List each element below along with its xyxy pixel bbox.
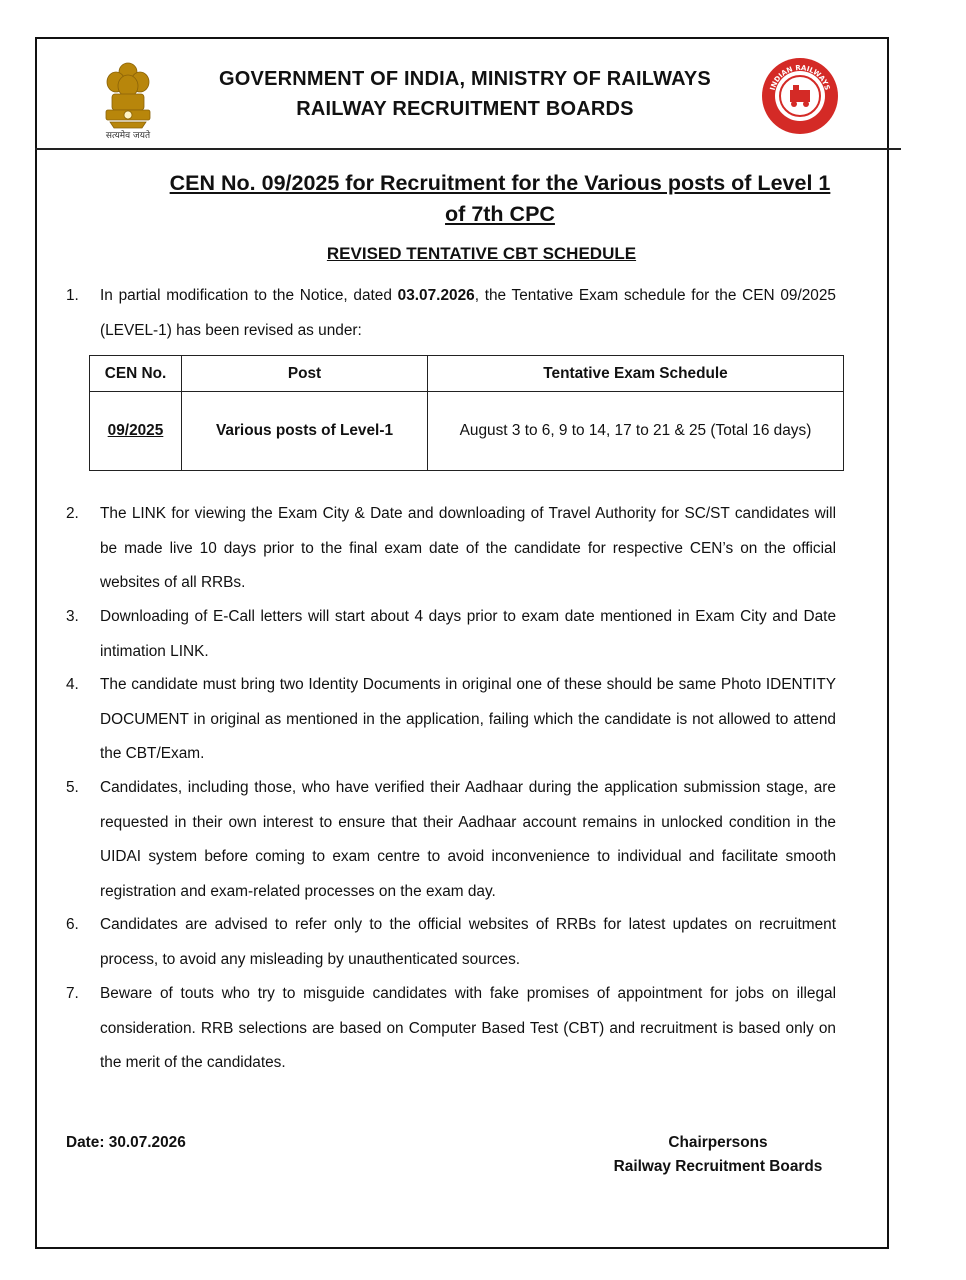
notice-title: CEN No. 09/2025 for Recruitment for the Various posts of Level 1 of 7th CPC — [169, 171, 831, 226]
signatory-organization: Railway Recruitment Boards — [613, 1158, 823, 1175]
header-post: Post — [182, 356, 428, 392]
header-cen-no: CEN No. — [90, 356, 182, 392]
list-item-1: 1. In partial modification to the Notice, dated 03.07.2026, the Tentative Exam schedule for the CEN 09/2025 (LEVEL-1) has been revised as under: — [66, 287, 836, 339]
emblem-motto: सत्यमेव जयते — [105, 131, 151, 141]
header-divider — [35, 148, 901, 150]
list-item-5: 5. Candidates, including those, who have verified their Aadhaar during the application submission stage, are requested in their own interest to ensure that their Aadhaar account remains in unlocked condition in the UIDAI system before coming to exam centre to avoid inconvenience to individual and facilitate smooth registration and exam-related processes on the exam day. — [66, 779, 836, 900]
board-title: RAILWAY RECRUITMENT BOARDS — [296, 98, 634, 120]
notice-date: Date: 30.07.2026 — [66, 1134, 186, 1151]
list-item-7: 7. Beware of touts who try to misguide candidates with fake promises of appointment for jobs on illegal consideration. RRB selections are based on Computer Based Test (CBT) and recruitment is based only on the merit of the candidates. — [66, 985, 836, 1071]
cell-schedule: August 3 to 6, 9 to 14, 17 to 21 & 25 (Total 16 days) — [428, 392, 844, 471]
table-row — [90, 392, 844, 471]
cell-cen-no: 09/2025 — [90, 392, 182, 471]
indian-railways-logo-icon — [760, 56, 840, 136]
table-header-row — [90, 356, 844, 392]
list-item-3: 3. Downloading of E-Call letters will start about 4 days prior to exam date mentioned in Exam City and Date intimation LINK. — [66, 608, 836, 660]
list-item-4: 4. The candidate must bring two Identity Documents in original one of these should be same Photo IDENTITY DOCUMENT in original as mentioned in the application, failing which the candidate is not allowed to attend the CBT/Exam. — [66, 676, 836, 762]
list-item-6: 6. Candidates are advised to refer only to the official websites of RRBs for latest updates on recruitment process, to avoid any misleading by unauthenticated sources. — [66, 916, 836, 968]
list-item-2: 2. The LINK for viewing the Exam City & Date and downloading of Travel Authority for SC/ST candidates will be made live 10 days prior to the final exam date of the candidate for respective CEN’s on the official websites of all RRBs. — [66, 505, 836, 591]
cell-post: Various posts of Level-1 — [182, 392, 428, 471]
schedule-subtitle: REVISED TENTATIVE CBT SCHEDULE — [326, 244, 637, 263]
schedule-table — [89, 355, 844, 471]
railway-logo-text: INDIAN RAILWAYS — [768, 63, 832, 92]
signatory-title: Chairpersons — [668, 1134, 768, 1151]
ministry-title: GOVERNMENT OF INDIA, MINISTRY OF RAILWAYS — [219, 68, 711, 90]
header-schedule: Tentative Exam Schedule — [428, 356, 844, 392]
